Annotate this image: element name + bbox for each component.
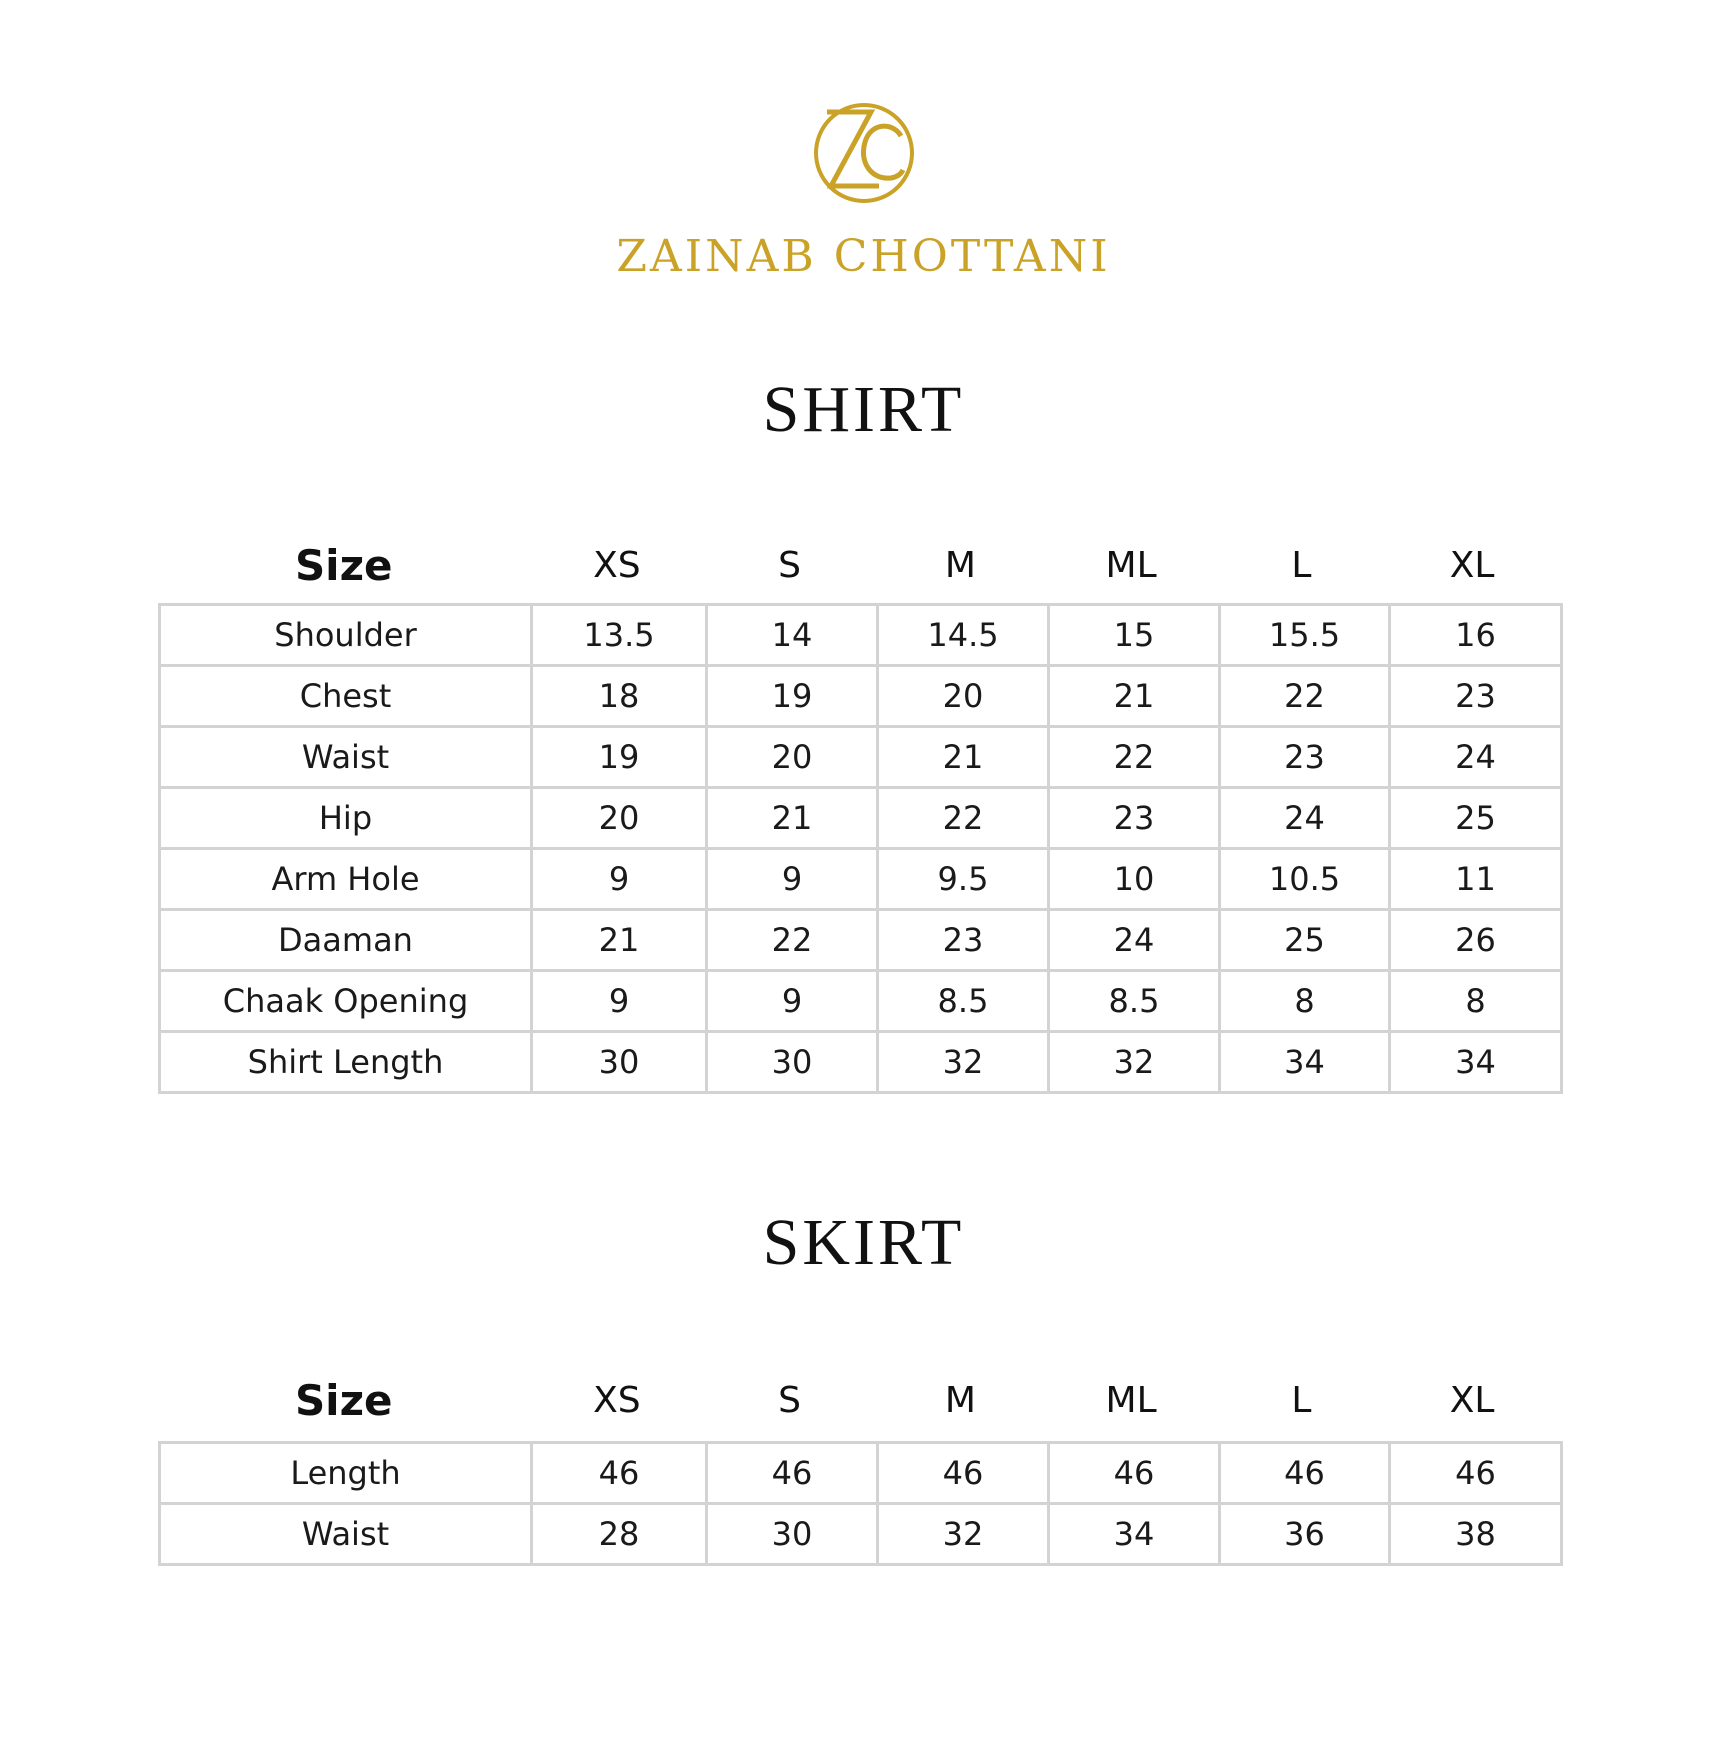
size-header-m: M: [944, 545, 976, 586]
table-cell: 9: [532, 849, 707, 910]
table-cell: 46: [878, 1443, 1049, 1504]
table-cell: 20: [707, 727, 878, 788]
table-cell: 25: [1390, 788, 1562, 849]
table-cell: 8.5: [1049, 971, 1220, 1032]
table-cell: 10.5: [1220, 849, 1390, 910]
table-cell: 21: [532, 910, 707, 971]
shirt-size-header: [158, 536, 1558, 596]
table-cell: 46: [707, 1443, 878, 1504]
measurement-label: Chest: [160, 666, 532, 727]
table-cell: 20: [878, 666, 1049, 727]
table-cell: 20: [532, 788, 707, 849]
table-cell: 32: [878, 1032, 1049, 1093]
table-row: [160, 788, 1562, 849]
table-cell: 46: [1390, 1443, 1562, 1504]
table-cell: 16: [1390, 605, 1562, 666]
measurement-label: Chaak Opening: [160, 971, 532, 1032]
shirt-section-title: SHIRT: [762, 373, 965, 446]
skirt-size-table: [158, 1441, 1563, 1566]
size-header-ml: ML: [1105, 1380, 1157, 1421]
table-cell: 25: [1220, 910, 1390, 971]
table-cell: 15.5: [1220, 605, 1390, 666]
table-cell: 36: [1220, 1504, 1390, 1565]
table-cell: 13.5: [532, 605, 707, 666]
table-cell: 9: [532, 971, 707, 1032]
table-cell: 24: [1049, 910, 1220, 971]
skirt-size-header: [158, 1371, 1558, 1431]
table-cell: 46: [532, 1443, 707, 1504]
size-header-label: Size: [294, 541, 393, 590]
table-cell: 34: [1220, 1032, 1390, 1093]
table-cell: 9: [707, 971, 878, 1032]
measurement-label: Waist: [160, 727, 532, 788]
table-cell: 46: [1049, 1443, 1220, 1504]
table-row: [160, 727, 1562, 788]
table-row: [160, 605, 1562, 666]
measurement-label: Waist: [160, 1504, 532, 1565]
table-cell: 22: [878, 788, 1049, 849]
size-header-ml: ML: [1105, 545, 1157, 586]
table-cell: 14: [707, 605, 878, 666]
table-cell: 26: [1390, 910, 1562, 971]
table-row: [160, 1504, 1562, 1565]
table-cell: 30: [707, 1504, 878, 1565]
measurement-label: Arm Hole: [160, 849, 532, 910]
table-cell: 18: [532, 666, 707, 727]
measurement-label: Shirt Length: [160, 1032, 532, 1093]
table-cell: 23: [878, 910, 1049, 971]
table-cell: 8.5: [878, 971, 1049, 1032]
table-row: [160, 1443, 1562, 1504]
measurement-label: Shoulder: [160, 605, 532, 666]
size-header-xs: XS: [593, 1380, 641, 1421]
measurement-label: Daaman: [160, 910, 532, 971]
skirt-section-title: SKIRT: [762, 1206, 965, 1279]
size-header-s: S: [778, 1380, 802, 1421]
table-cell: 14.5: [878, 605, 1049, 666]
brand-name: ZAINAB CHOTTANI: [616, 231, 1111, 282]
size-header-label: Size: [294, 1376, 393, 1425]
brand-logo: [0, 98, 1727, 208]
table-cell: 19: [707, 666, 878, 727]
table-cell: 34: [1390, 1032, 1562, 1093]
zc-monogram-icon: [809, 98, 919, 208]
table-cell: 34: [1049, 1504, 1220, 1565]
table-cell: 30: [707, 1032, 878, 1093]
table-cell: 11: [1390, 849, 1562, 910]
table-cell: 32: [878, 1504, 1049, 1565]
size-header-m: M: [944, 1380, 976, 1421]
measurement-label: Length: [160, 1443, 532, 1504]
table-cell: 23: [1049, 788, 1220, 849]
table-cell: 24: [1390, 727, 1562, 788]
table-row: [160, 910, 1562, 971]
table-row: [160, 666, 1562, 727]
table-cell: 9: [707, 849, 878, 910]
table-cell: 22: [707, 910, 878, 971]
table-cell: 8: [1390, 971, 1562, 1032]
size-header-l: L: [1291, 1380, 1312, 1421]
table-cell: 32: [1049, 1032, 1220, 1093]
table-cell: 19: [532, 727, 707, 788]
table-cell: 22: [1220, 666, 1390, 727]
table-cell: 22: [1049, 727, 1220, 788]
table-cell: 24: [1220, 788, 1390, 849]
table-cell: 21: [878, 727, 1049, 788]
table-cell: 10: [1049, 849, 1220, 910]
size-header-xl: XL: [1449, 1380, 1495, 1421]
table-cell: 8: [1220, 971, 1390, 1032]
table-cell: 21: [707, 788, 878, 849]
table-row: [160, 1032, 1562, 1093]
table-cell: 30: [532, 1032, 707, 1093]
table-cell: 21: [1049, 666, 1220, 727]
table-cell: 38: [1390, 1504, 1562, 1565]
size-header-xl: XL: [1449, 545, 1495, 586]
table-cell: 28: [532, 1504, 707, 1565]
shirt-size-table: [158, 603, 1563, 1094]
table-cell: 23: [1390, 666, 1562, 727]
table-cell: 9.5: [878, 849, 1049, 910]
size-header-s: S: [778, 545, 802, 586]
size-header-l: L: [1291, 545, 1312, 586]
table-row: [160, 849, 1562, 910]
table-row: [160, 971, 1562, 1032]
table-cell: 15: [1049, 605, 1220, 666]
size-header-xs: XS: [593, 545, 641, 586]
measurement-label: Hip: [160, 788, 532, 849]
table-cell: 46: [1220, 1443, 1390, 1504]
table-cell: 23: [1220, 727, 1390, 788]
